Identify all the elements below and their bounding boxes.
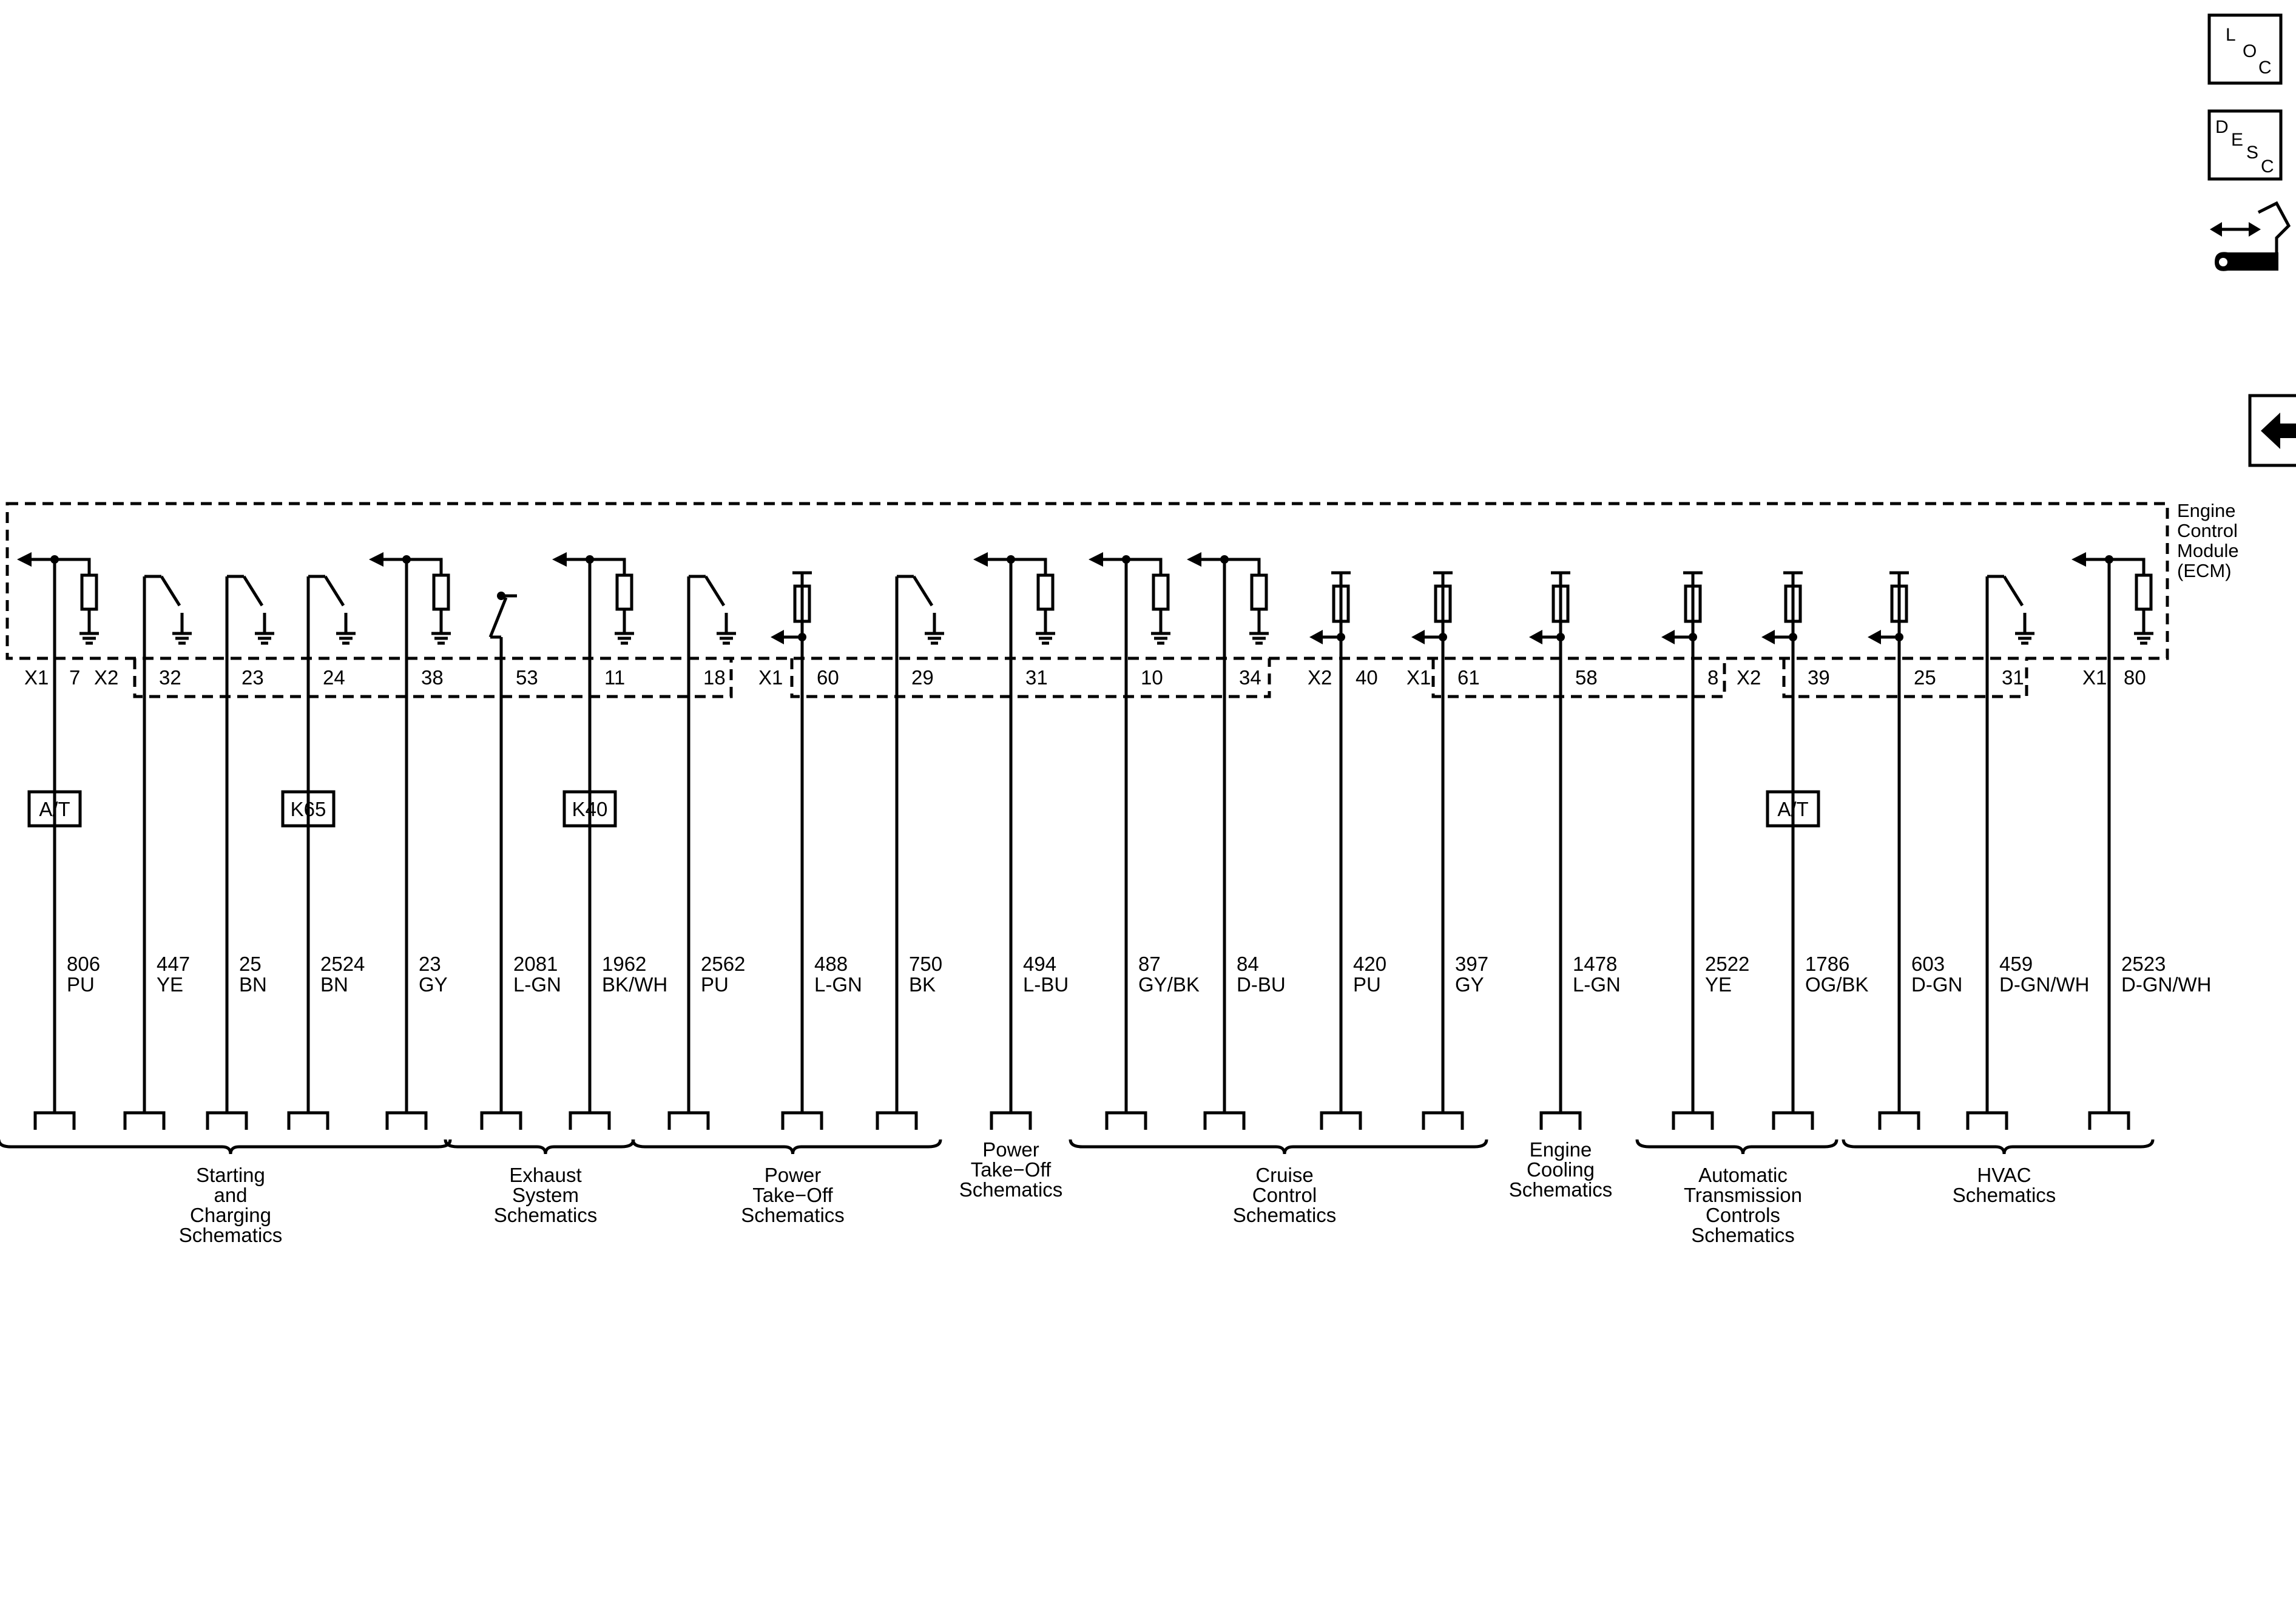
circuit-number: 2523 — [2121, 953, 2166, 975]
ecm-label-line-2: Control — [2177, 520, 2238, 541]
schematic-group — [1070, 1139, 1487, 1226]
group-brace — [1843, 1139, 2153, 1154]
connector-label: X1 — [24, 666, 49, 689]
group-label-line[interactable]: Power — [982, 1138, 1039, 1161]
group-label-line[interactable]: Engine — [1529, 1138, 1592, 1161]
wire-color: L-GN — [513, 973, 561, 996]
group-label-line[interactable]: HVAC — [1977, 1164, 2031, 1186]
connector-tool-icon[interactable] — [2210, 203, 2289, 271]
wire-color: BN — [320, 973, 348, 996]
group-label-line[interactable]: Starting — [196, 1164, 265, 1186]
circuit-number: 84 — [1237, 953, 1259, 975]
group-label-line[interactable]: Schematics — [1691, 1224, 1795, 1246]
group-brace — [445, 1139, 633, 1154]
pin-number: 8 — [1707, 666, 1719, 689]
wire-color: D-GN/WH — [1999, 973, 2090, 996]
pin-number: 34 — [1239, 666, 1261, 689]
component-label: A/T — [39, 798, 70, 820]
circuit-number: 1962 — [602, 953, 647, 975]
circuit-number: 2524 — [320, 953, 365, 975]
circuit-wire — [369, 552, 451, 1130]
circuit-number: 420 — [1353, 953, 1387, 975]
circuit-number: 603 — [1911, 953, 1945, 975]
circuit-number: 1478 — [1573, 953, 1618, 975]
circuit-number: 23 — [419, 953, 441, 975]
group-label-line[interactable]: Schematics — [1232, 1204, 1337, 1226]
ecm-module-boundary — [7, 504, 2167, 658]
circuit-number: 87 — [1138, 953, 1161, 975]
pin-number: 18 — [703, 666, 726, 689]
wire-color: YE — [1705, 973, 1732, 996]
pin-number: 38 — [421, 666, 444, 689]
pin-number: 58 — [1575, 666, 1598, 689]
circuit-number: 447 — [157, 953, 191, 975]
desc-letter-3: S — [2246, 143, 2259, 163]
wire-color: GY — [419, 973, 448, 996]
circuit-wire — [1661, 573, 1749, 1130]
group-label-line[interactable]: Transmission — [1684, 1184, 1802, 1206]
schematic-group — [1843, 1139, 2153, 1206]
wire-color: PU — [1353, 973, 1381, 996]
circuit-wire — [482, 592, 561, 1130]
desc-letter-1: D — [2215, 117, 2229, 137]
pin-number: 32 — [159, 666, 181, 689]
wire-color: YE — [157, 973, 184, 996]
circuit-wire — [1411, 573, 1488, 1130]
component-label: K40 — [572, 798, 608, 820]
ecm-label-line-3: Module — [2177, 540, 2239, 561]
group-brace — [633, 1139, 940, 1154]
pin-number: 31 — [1025, 666, 1048, 689]
ecm-label-line-1: Engine — [2177, 500, 2236, 521]
back-arrow-icon — [2261, 413, 2296, 449]
pin-number: 10 — [1141, 666, 1163, 689]
group-label-line[interactable]: Exhaust — [509, 1164, 582, 1186]
group-label-line[interactable]: Cruise — [1255, 1164, 1314, 1186]
desc-button[interactable] — [2209, 111, 2281, 179]
group-label-line[interactable]: Schematics — [178, 1224, 283, 1246]
circuit-number: 806 — [67, 953, 101, 975]
connector-label: X1 — [2082, 666, 2107, 689]
wire-color: L-GN — [814, 973, 862, 996]
ecm-label-line-4: (ECM) — [2177, 560, 2232, 581]
schematic-groups — [0, 1138, 2153, 1246]
desc-letter-4: C — [2261, 157, 2274, 177]
connector-label: X2 — [94, 666, 119, 689]
circuit-number: 488 — [814, 953, 848, 975]
wire-color: L-BU — [1023, 973, 1069, 996]
wire-color: D-GN/WH — [2121, 973, 2212, 996]
circuit-wire — [1761, 573, 1869, 1130]
group-brace — [1637, 1139, 1837, 1154]
schematic-group — [0, 1139, 450, 1246]
group-label-line[interactable]: System — [512, 1184, 579, 1206]
circuit-wire — [552, 552, 667, 1130]
wire-color: BK — [909, 973, 936, 996]
back-button[interactable] — [2250, 396, 2296, 465]
pin-number: 39 — [1808, 666, 1830, 689]
connector-label: X1 — [758, 666, 783, 689]
group-label-line[interactable]: Power — [764, 1164, 822, 1186]
desc-letter-2: E — [2231, 130, 2244, 150]
wire-color: GY — [1455, 973, 1484, 996]
wire-color: D-BU — [1237, 973, 1286, 996]
wire-color: D-GN — [1911, 973, 1963, 996]
wire-color: PU — [701, 973, 729, 996]
schematic-group — [1637, 1139, 1837, 1246]
group-label-line[interactable]: Cooling — [1527, 1158, 1595, 1181]
group-label-line[interactable]: Schematics — [493, 1204, 598, 1226]
connector-label: X2 — [1308, 666, 1332, 689]
loc-letter-2: O — [2243, 41, 2257, 61]
loc-button[interactable] — [2209, 15, 2281, 83]
pin-number: 80 — [2124, 666, 2146, 689]
circuit-number: 397 — [1455, 953, 1489, 975]
circuit-wire — [1868, 573, 1962, 1130]
component-label: K65 — [290, 798, 326, 820]
ecm-module-label — [2177, 500, 2239, 581]
wire-color: GY/BK — [1138, 973, 1200, 996]
circuit-number: 2562 — [701, 953, 746, 975]
component-label: A/T — [1777, 798, 1809, 820]
pin-number: 40 — [1356, 666, 1378, 689]
wire-color: BN — [239, 973, 267, 996]
schematic-group — [633, 1139, 940, 1226]
group-label-line[interactable]: Schematics — [959, 1178, 1063, 1201]
circuit-wire — [973, 552, 1069, 1130]
pin-number: 61 — [1457, 666, 1480, 689]
circuit-number: 2522 — [1705, 953, 1750, 975]
group-label-line[interactable]: Schematics — [1952, 1184, 2056, 1206]
circuit-wire — [17, 552, 100, 1130]
circuit-number: 25 — [239, 953, 262, 975]
connector-label: X2 — [1737, 666, 1761, 689]
circuit-number: 2081 — [513, 953, 558, 975]
connector-label: X1 — [1406, 666, 1431, 689]
pin-number: 53 — [516, 666, 538, 689]
wire-color: OG/BK — [1805, 973, 1869, 996]
wire-color: BK/WH — [602, 973, 668, 996]
loc-letter-1: L — [2226, 25, 2236, 45]
schematic-group — [1509, 1138, 1613, 1201]
circuit-wire — [1309, 573, 1386, 1130]
pin-number: 60 — [817, 666, 839, 689]
group-label-line[interactable]: and — [214, 1184, 248, 1206]
circuits — [17, 552, 2211, 1130]
schematic-group — [959, 1138, 1063, 1201]
circuit-number: 494 — [1023, 953, 1057, 975]
pin-number: 29 — [911, 666, 934, 689]
pin-number: 25 — [1914, 666, 1936, 689]
group-label-line[interactable]: Automatic — [1698, 1164, 1788, 1186]
group-label-line[interactable]: Take−Off — [752, 1184, 833, 1206]
group-label-line[interactable]: Controls — [1706, 1204, 1780, 1226]
pin-number: 24 — [323, 666, 345, 689]
circuit-number: 750 — [909, 953, 943, 975]
group-label-line[interactable]: Charging — [190, 1204, 271, 1226]
group-label-line[interactable]: Take−Off — [970, 1158, 1052, 1181]
circuit-number: 459 — [1999, 953, 2033, 975]
circuit-wire — [1089, 552, 1200, 1130]
group-brace — [0, 1139, 450, 1154]
pin-number: 7 — [69, 666, 81, 689]
circuit-wire — [771, 573, 862, 1130]
loc-letter-3: C — [2258, 58, 2272, 78]
pin-number: 31 — [2002, 666, 2024, 689]
circuit-number: 1786 — [1805, 953, 1850, 975]
schematic-group — [445, 1139, 633, 1226]
wire-color: L-GN — [1573, 973, 1621, 996]
group-brace — [1070, 1139, 1487, 1154]
group-label-line[interactable]: Schematics — [741, 1204, 845, 1226]
group-label-line[interactable]: Control — [1252, 1184, 1317, 1206]
circuit-wire — [1187, 552, 1286, 1130]
group-label-line[interactable]: Schematics — [1508, 1178, 1613, 1201]
circuit-wire — [1529, 573, 1621, 1130]
pin-number: 11 — [604, 666, 626, 689]
circuit-wire — [2071, 552, 2211, 1130]
pin-number: 23 — [241, 666, 264, 689]
wire-color: PU — [67, 973, 95, 996]
